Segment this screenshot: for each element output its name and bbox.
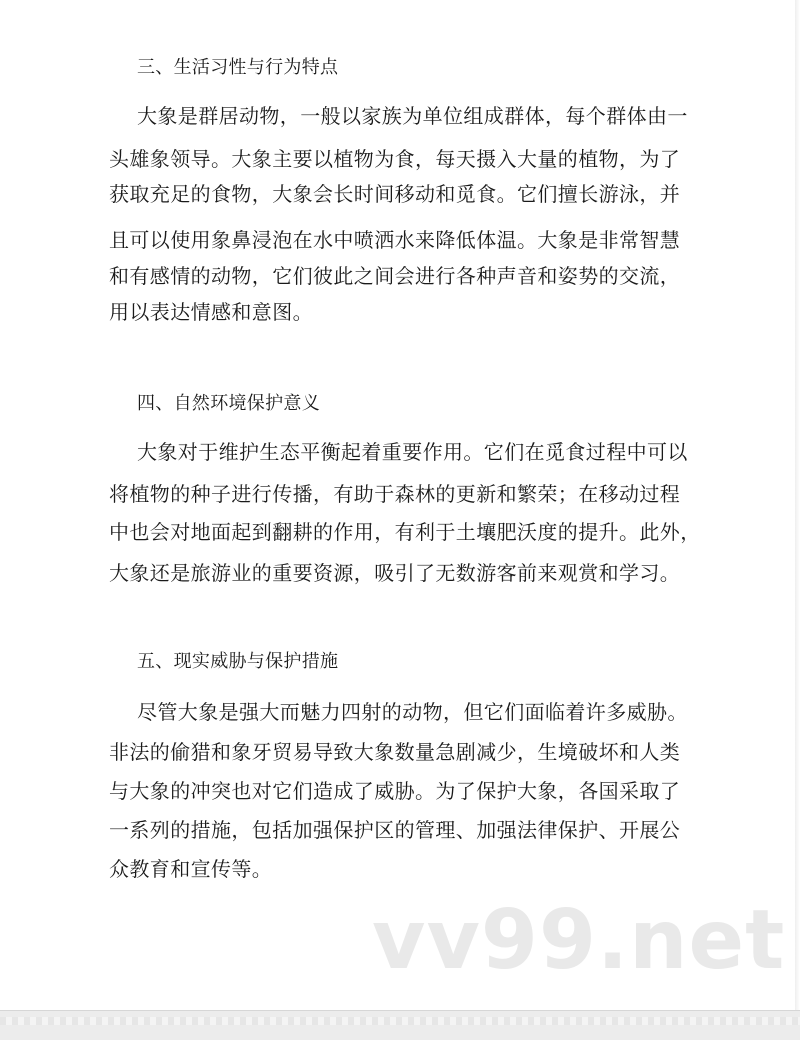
paragraph-line: 将植物的种子进行传播，有助于森林的更新和繁荣；在移动过程 (109, 482, 681, 506)
paragraph-line: 非法的偷猎和象牙贸易导致大象数量急剧减少，生境破坏和人类 (109, 740, 681, 764)
paragraph-line: 且可以使用象鼻浸泡在水中喷洒水来降低体温。大象是非常智慧 (109, 228, 681, 252)
paragraph-line: 大象对于维护生态平衡起着重要作用。它们在觅食过程中可以 (137, 440, 688, 464)
paragraph-line: 与大象的冲突也对它们造成了威胁。为了保护大象，各国采取了 (109, 779, 681, 803)
paragraph-line: 用以表达情感和意图。 (109, 300, 313, 324)
paragraph-line: 众教育和宣传等。 (109, 857, 273, 881)
paragraph-line: 尽管大象是强大而魅力四射的动物，但它们面临着许多威胁。 (137, 700, 688, 724)
section-heading-5: 五、现实威胁与保护措施 (137, 651, 339, 672)
page-bottom-separator (0, 1010, 800, 1040)
paragraph-line: 和有感情的动物，它们彼此之间会进行各种声音和姿势的交流， (109, 264, 681, 288)
paragraph-line: 头雄象领导。大象主要以植物为食，每天摄入大量的植物，为了 (109, 147, 681, 171)
paragraph-line: 大象是群居动物，一般以家族为单位组成群体，每个群体由一 (137, 104, 688, 128)
paragraph-line: 获取充足的食物，大象会长时间移动和觅食。它们擅长游泳，并 (109, 182, 681, 206)
paragraph-line: 中也会对地面起到翻耕的作用，有利于土壤肥沃度的提升。此外， (109, 520, 701, 544)
paragraph-line: 大象还是旅游业的重要资源，吸引了无数游客前来观赏和学习。 (109, 561, 681, 585)
section-heading-4: 四、自然环境保护意义 (137, 393, 320, 414)
watermark: vv99.net (372, 893, 786, 988)
page-edge-shadow (795, 0, 800, 1039)
paragraph-line: 一系列的措施，包括加强保护区的管理、加强法律保护、开展公 (109, 818, 681, 842)
section-heading-3: 三、生活习性与行为特点 (137, 57, 339, 78)
